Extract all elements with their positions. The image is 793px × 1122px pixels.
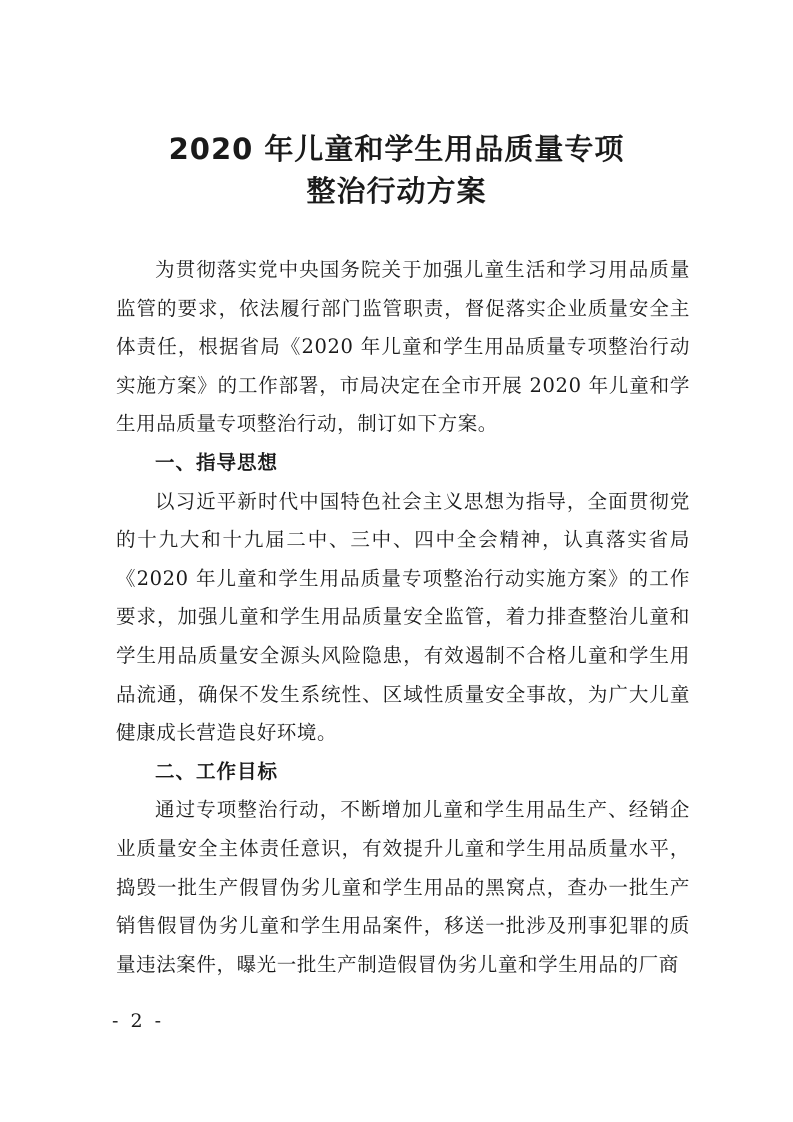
title-line-2: 整治行动方案 <box>306 174 487 208</box>
title-line-1: 2020 年儿童和学生用品质量专项 <box>168 132 625 166</box>
document-title <box>0 128 793 212</box>
document-body <box>116 251 690 984</box>
page-number: - 2 - <box>112 1010 165 1032</box>
section-heading-guiding-ideology: 一、指导思想 <box>155 450 279 474</box>
section-paragraph-guiding-ideology: 以习近平新时代中国特色社会主义思想为指导，全面贯彻党的十九大和十九届二中、三中、四中全会精神，认真落实省局《2020 年儿童和学生用品质量专项整治行动实施方案》的工作要求，加强儿童和学生用品质量安全监管，着力排查整治儿童和学生用品质量安全源头风险隐患，有效遏制不合格儿童和学生用品流通，确保不发生系统性、区域性质量安全事故，为广大儿童健康成长营造良好环境。 <box>116 489 690 745</box>
intro-paragraph: 为贯彻落实党中央国务院关于加强儿童生活和学习用品质量监管的要求，依法履行部门监管职责，督促落实企业质量安全主体责任，根据省局《2020 年儿童和学生用品质量专项整治行动实施方案》的工作部署，市局决定在全市开展 2020 年儿童和学生用品质量专项整治行动，制订如下方案。 <box>116 258 690 436</box>
section-heading-work-goals: 二、工作目标 <box>155 759 279 783</box>
section-paragraph-work-goals: 通过专项整治行动，不断增加儿童和学生用品生产、经销企业质量安全主体责任意识，有效提升儿童和学生用品质量水平，捣毁一批生产假冒伪劣儿童和学生用品的黑窝点，查办一批生产销售假冒伪劣儿童和学生用品案件，移送一批涉及刑事犯罪的质量违法案件，曝光一批生产制造假冒伪劣儿童和学生用品的厂商 <box>116 798 690 976</box>
